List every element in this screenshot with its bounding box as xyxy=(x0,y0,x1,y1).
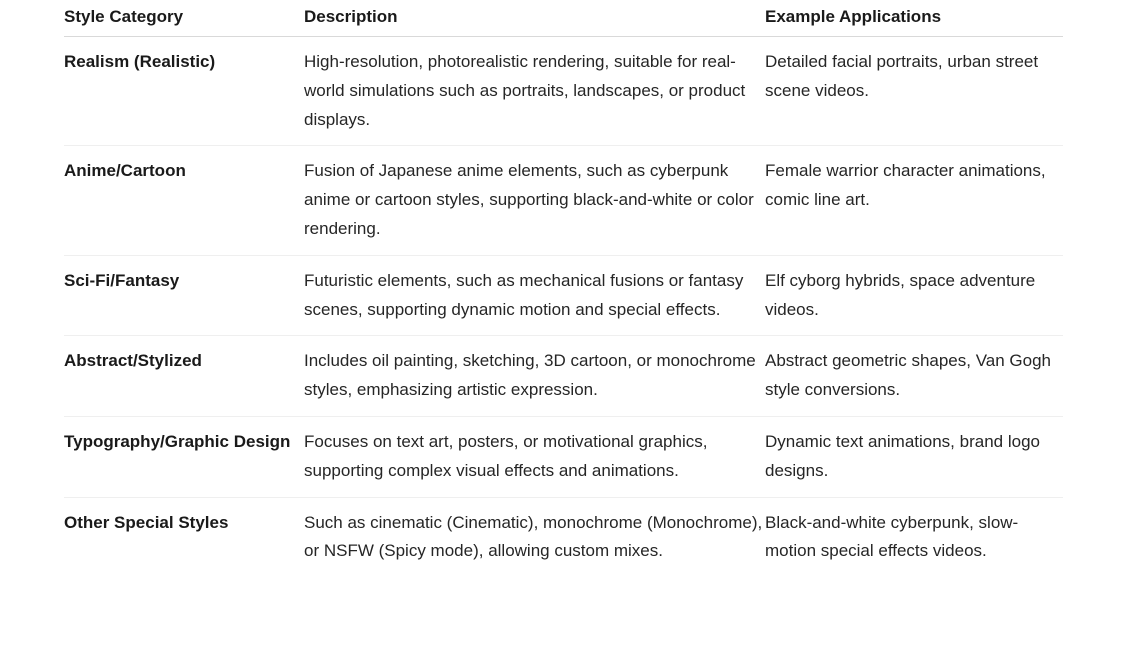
row-examples: Detailed facial portraits, urban street scene videos. xyxy=(765,37,1063,146)
row-category: Typography/Graphic Design xyxy=(64,416,304,497)
row-category: Abstract/Stylized xyxy=(64,336,304,417)
header-description: Description xyxy=(304,0,765,37)
style-table-container xyxy=(64,0,1063,577)
table-row xyxy=(64,146,1063,255)
row-examples: Elf cyborg hybrids, space adventure videos. xyxy=(765,255,1063,336)
row-examples: Abstract geometric shapes, Van Gogh style conversions. xyxy=(765,336,1063,417)
row-examples: Dynamic text animations, brand logo designs. xyxy=(765,416,1063,497)
row-examples: Black-and-white cyberpunk, slow-motion special effects videos. xyxy=(765,512,1019,561)
table-row xyxy=(64,497,1063,577)
row-description: High-resolution, photorealistic rendering, suitable for real-world simulations such as portraits, landscapes, or product displays. xyxy=(304,37,765,146)
row-category: Other Special Styles xyxy=(64,512,229,532)
row-examples: Female warrior character animations, comic line art. xyxy=(765,146,1063,255)
row-category: Anime/Cartoon xyxy=(64,146,304,255)
row-description: Fusion of Japanese anime elements, such as cyberpunk anime or cartoon styles, supporting black-and-white or color rendering. xyxy=(304,146,765,255)
table-row xyxy=(64,416,1063,497)
style-category-table xyxy=(64,0,1063,577)
table-row xyxy=(64,37,1063,146)
header-style-category: Style Category xyxy=(64,0,304,37)
table-row xyxy=(64,255,1063,336)
row-category: Realism (Realistic) xyxy=(64,37,304,146)
row-category: Sci-Fi/Fantasy xyxy=(64,255,304,336)
row-description: Such as cinematic (Cinematic), monochrome (Monochrome), or NSFW (Spicy mode), allowing custom mixes. xyxy=(304,512,763,561)
header-example-applications: Example Applications xyxy=(765,0,1063,37)
table-row xyxy=(64,336,1063,417)
row-description: Includes oil painting, sketching, 3D cartoon, or monochrome styles, emphasizing artistic expression. xyxy=(304,336,765,417)
table-header-row xyxy=(64,0,1063,37)
row-description: Focuses on text art, posters, or motivational graphics, supporting complex visual effects and animations. xyxy=(304,416,765,497)
row-description: Futuristic elements, such as mechanical fusions or fantasy scenes, supporting dynamic motion and special effects. xyxy=(304,255,765,336)
